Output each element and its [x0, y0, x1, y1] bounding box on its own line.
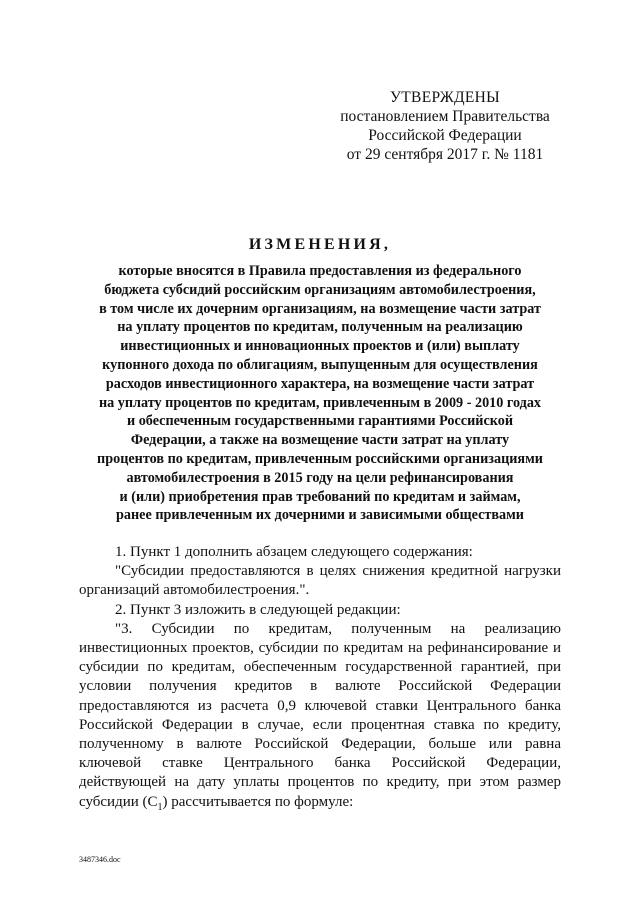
approval-line-2: Российской Федерации	[368, 127, 522, 144]
document-body	[79, 543, 561, 817]
document-title: ИЗМЕНЕНИЯ,	[248, 236, 392, 253]
subtitle-line: автомобилестроения в 2015 году на цели рефинансирования	[126, 469, 514, 486]
paragraph-text-main: "3. Субсидии по кредитам, полученным на реализацию инвестиционных проектов, субсидии по кредитам на рефинансирование и субсидии по кредитам, обеспеченным государственной гарантией, при условии получения кредитов в валюте Российской Федерации предоставляются из расчета 0,9 ключевой ставки Центрального банка Российской Федерации в случае, если процентная ставка по кредиту, полученному в валюте Российской Федерации, больше или равна ключевой ставке Центрального банка Российской Федерации, действующей на дату уплаты процентов по кредиту, при этом размер субсидии (С	[79, 620, 561, 810]
approval-line-3: от 29 сентября 2017 г. № 1181	[346, 146, 544, 163]
paragraph-item-2-text	[79, 620, 561, 817]
footer-filename: 3487346.doc	[79, 855, 121, 864]
subtitle-line: купонного дохода по облигациям, выпущенным для осуществления	[102, 356, 538, 373]
subtitle-line: и обеспеченным государственными гарантиями Российской	[126, 413, 514, 430]
approval-heading: УТВЕРЖДЕНЫ	[390, 89, 500, 106]
approval-block	[330, 88, 560, 164]
subtitle-line: бюджета субсидий российским организациям автомобилестроения,	[104, 281, 536, 298]
document-subtitle	[70, 262, 570, 525]
subtitle-line: которые вносятся в Правила предоставления из федерального	[118, 263, 522, 279]
subtitle-line: на уплату процентов по кредитам, полученным на реализацию	[117, 319, 523, 336]
paragraph-item-2: 2. Пункт 3 изложить в следующей редакции:	[115, 601, 401, 618]
subtitle-line: Федерации, а также на возмещение части затрат на уплату	[130, 432, 510, 449]
subtitle-line: и (или) приобретения прав требований по кредитам и займам,	[119, 488, 521, 505]
subtitle-line: ранее привлеченным их дочерними и зависимыми обществами	[116, 507, 524, 524]
subtitle-line: процентов по кредитам, привлеченным российскими организациями	[97, 450, 543, 467]
subtitle-line: расходов инвестиционного характера, на возмещение части затрат	[105, 375, 535, 392]
paragraph-item-1: 1. Пункт 1 дополнить абзацем следующего содержания:	[115, 544, 473, 560]
approval-line-1: постановлением Правительства	[340, 108, 550, 125]
subtitle-line: инвестиционных и инновационных проектов и (или) выплату	[120, 338, 520, 355]
subtitle-line: в том числе их дочерним организациям, на возмещение части затрат	[99, 300, 541, 317]
subtitle-line: на уплату процентов по кредитам, привлеченным в 2009 - 2010 годах	[98, 394, 542, 411]
subscript-index: 1	[157, 801, 163, 813]
paragraph-text-end: ) рассчитывается по формуле:	[162, 793, 354, 810]
paragraph-item-1-text: "Субсидии предоставляются в целях снижения кредитной нагрузки организаций автомобилестроения.".	[79, 563, 561, 599]
